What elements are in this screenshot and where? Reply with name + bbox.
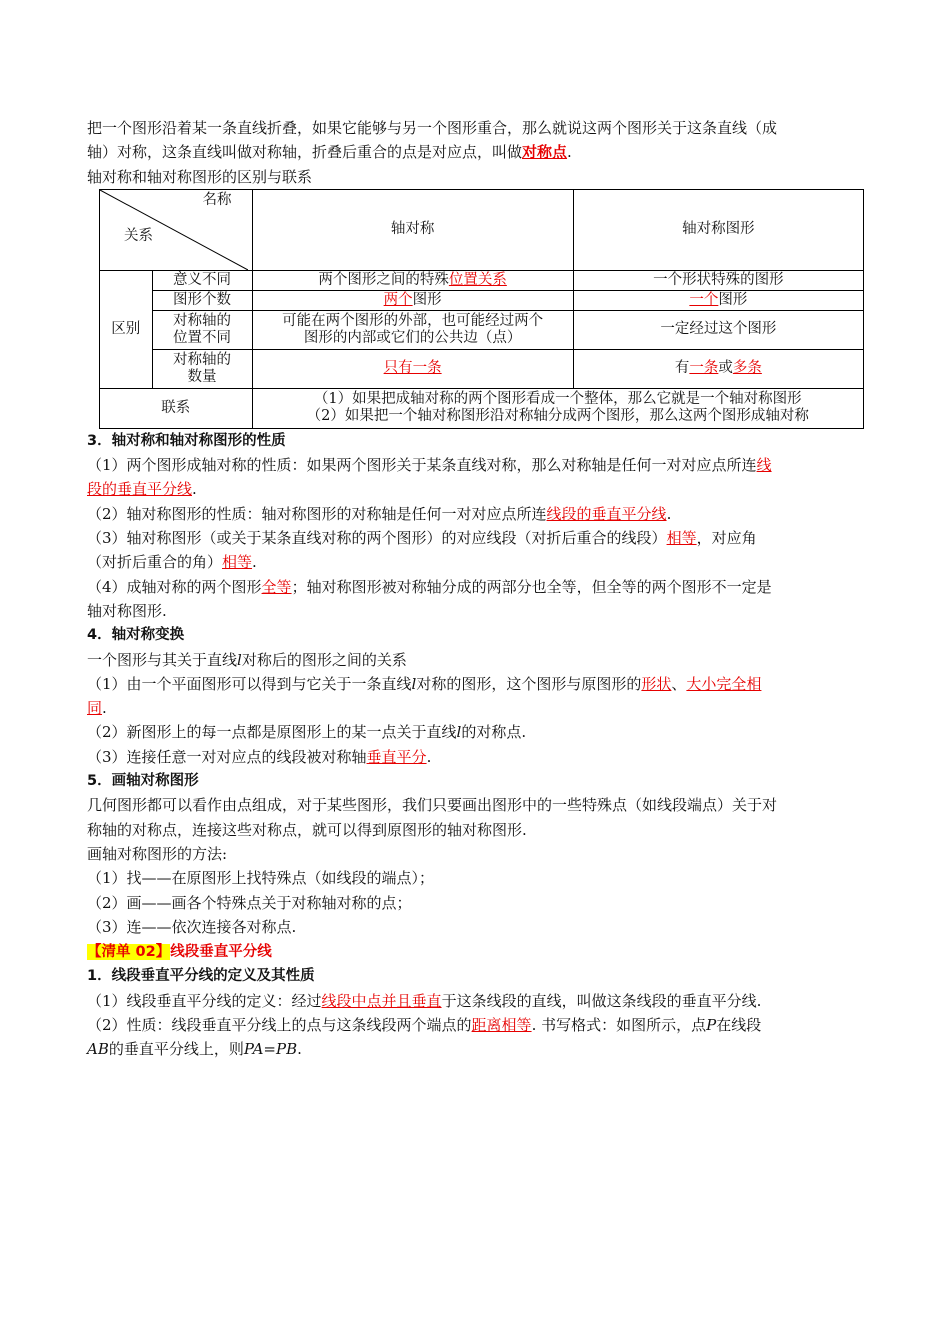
list-item: （2）性质：线段垂直平分线上的点与这条线段两个端点的距离相等. 书写格式：如图所示，点P在线段 AB的垂直平分线上，则PA=PB. xyxy=(87,1016,762,1059)
table-cell: 一个图形 xyxy=(573,290,863,310)
list-item: （3）轴对称图形（或关于某条直线对称的两个图形）的对应线段（对折后重合的线段）相等，对应角 （对折后重合的角）相等. xyxy=(87,529,757,572)
document-page xyxy=(87,116,863,1062)
table-cell: 只有一条 xyxy=(252,349,573,388)
header-relation-label: 关系 xyxy=(124,227,153,244)
list-item: （2）画——画各个特殊点关于对称轴对称的点； xyxy=(87,893,412,912)
header-name-label: 名称 xyxy=(202,191,232,208)
list-tag: 【清单 02】 xyxy=(87,944,171,961)
row-label-connection: 联系 xyxy=(100,388,253,428)
section-heading: 1．线段垂直平分线的定义及其性质 xyxy=(87,968,315,985)
table-cell: 两个图形 xyxy=(252,290,573,310)
table-cell: 两个图形之间的特殊位置关系 xyxy=(252,270,573,290)
header-axis-symmetric-figure: 轴对称图形 xyxy=(573,189,863,270)
paragraph: 几何图形都可以看作由点组成，对于某些图形，我们只要画出图形中的一些特殊点（如线段端点）关于对 称轴的对称点，连接这些对称点，就可以得到原图形的轴对称图形. xyxy=(87,796,778,839)
table-header-diagonal xyxy=(100,189,253,270)
list-item: （3）连——依次连接各对称点. xyxy=(87,917,297,936)
list-item: （1）线段垂直平分线的定义：经过线段中点并且垂直于这条线段的直线，叫做这条线段的垂直平分线. xyxy=(87,991,762,1010)
list-item: （3）连接任意一对对应点的线段被对称轴垂直平分. xyxy=(87,747,432,766)
row-label: 意义不同 xyxy=(152,270,252,290)
row-label: 图形个数 xyxy=(152,290,252,310)
paragraph: 一个图形与其关于直线l对称后的图形之间的关系 xyxy=(87,650,407,669)
table-cell: 有一条或多条 xyxy=(573,349,863,388)
list-item: （1）两个图形成轴对称的性质：如果两个图形关于某条直线对称，那么对称轴是任何一对对应点所连线 段的垂直平分线. xyxy=(87,456,772,499)
table-caption: 轴对称和轴对称图形的区别与联系 xyxy=(87,167,313,186)
section-heading: 3．轴对称和轴对称图形的性质 xyxy=(87,432,286,449)
group-label-difference: 区别 xyxy=(100,270,153,388)
table-cell: 可能在两个图形的外部，也可能经过两个 图形的内部或它们的公共边（点） xyxy=(252,310,573,349)
list-item: （1）由一个平面图形可以得到与它关于一条直线l对称的图形，这个图形与原图形的形状、大小完全相 同. xyxy=(87,674,762,718)
section-heading: 5．画轴对称图形 xyxy=(87,773,199,790)
table-cell: （1）如果把成轴对称的两个图形看成一个整体，那么它就是一个轴对称图形 （2）如果把一个轴对称图形沿对称轴分成两个图形，那么这两个图形成轴对称 xyxy=(252,388,864,428)
row-label: 对称轴的 位置不同 xyxy=(152,310,252,349)
list-item: （2）新图形上的每一点都是原图形上的某一点关于直线l的对称点. xyxy=(87,723,527,742)
table-cell: 一定经过这个图形 xyxy=(573,310,863,349)
row-label: 对称轴的 数量 xyxy=(152,349,252,388)
list-title: 线段垂直平分线 xyxy=(170,944,272,961)
section-heading: 4．轴对称变换 xyxy=(87,627,185,644)
list-heading xyxy=(87,939,863,964)
list-item: （4）成轴对称的两个图形全等；轴对称图形被对称轴分成的两部分也全等，但全等的两个图形不一定是 轴对称图形. xyxy=(87,577,772,620)
list-item: （2）轴对称图形的性质：轴对称图形的对称轴是任何一对对应点所连线段的垂直平分线. xyxy=(87,504,672,523)
intro-paragraph: 把一个图形沿着某一条直线折叠，如果它能够与另一个图形重合，那么就说这两个图形关于这条直线（成 轴）对称，这条直线叫做对称轴，折叠后重合的点是对应点，叫做对称点. xyxy=(87,119,778,162)
paragraph: 画轴对称图形的方法: xyxy=(87,844,228,863)
header-axis-symmetry: 轴对称 xyxy=(252,189,573,270)
list-item: （1）找——在原图形上找特殊点（如线段的端点）； xyxy=(87,869,435,888)
table-cell: 一个形状特殊的图形 xyxy=(573,270,863,290)
comparison-table xyxy=(99,189,864,429)
highlight-term: 对称点 xyxy=(522,143,568,162)
